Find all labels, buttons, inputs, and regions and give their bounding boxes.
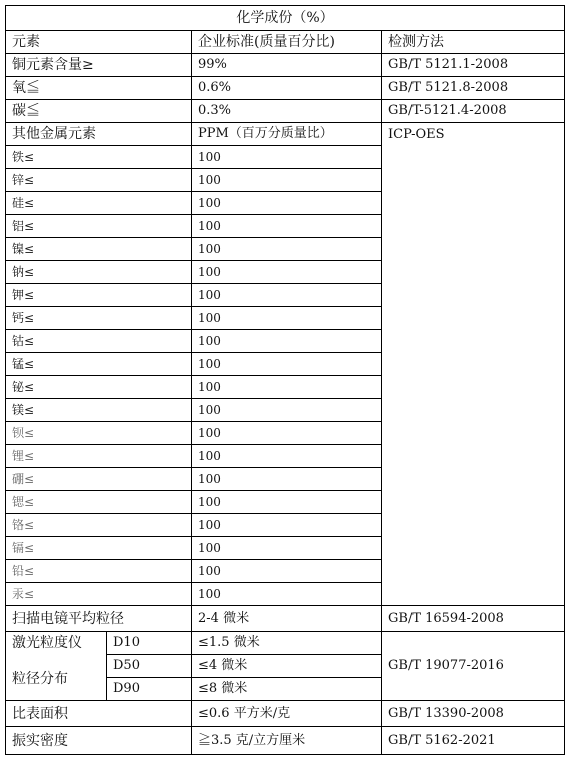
- tap-value: ≧3.5 克/立方厘米: [192, 727, 382, 755]
- laser-label-line1: 激光粒度仪: [12, 635, 82, 651]
- laser-d-cell: D10: [107, 632, 192, 655]
- table-header-row: [6, 31, 565, 54]
- metal-value: 100: [192, 537, 382, 560]
- metal-value: 100: [192, 445, 382, 468]
- metal-element: 镍≤: [6, 238, 192, 261]
- laser-label-line2: 粒径分布: [12, 671, 68, 687]
- metal-element: 镁≤: [6, 399, 192, 422]
- metal-element: 铁≤: [6, 146, 192, 169]
- laser-method: GB/T 19077-2016: [382, 632, 565, 701]
- other-metals-method: ICP-OES: [382, 123, 565, 606]
- sem-row: [6, 606, 565, 632]
- header-element: 元素: [6, 31, 192, 54]
- tap-row: [6, 727, 565, 755]
- laser-value-cell: ≤1.5 微米: [192, 632, 382, 655]
- element-cell: 碳≦: [6, 100, 192, 123]
- value-cell: 0.6%: [192, 77, 382, 100]
- laser-value-cell: ≤4 微米: [192, 655, 382, 678]
- metal-value: 100: [192, 583, 382, 606]
- metal-value: 100: [192, 215, 382, 238]
- header-standard: 企业标准(质量百分比): [192, 31, 382, 54]
- metal-element: 铋≤: [6, 376, 192, 399]
- sem-label: 扫描电镜平均粒径: [6, 606, 192, 632]
- metal-value: 100: [192, 491, 382, 514]
- metal-element: 镉≤: [6, 537, 192, 560]
- tap-method: GB/T 5162-2021: [382, 727, 565, 755]
- value-cell: 99%: [192, 54, 382, 77]
- metal-value: 100: [192, 560, 382, 583]
- other-metals-header-row: [6, 123, 565, 146]
- metal-element: 硼≤: [6, 468, 192, 491]
- metal-element: 汞≤: [6, 583, 192, 606]
- bet-value: ≤0.6 平方米/克: [192, 701, 382, 727]
- metal-element: 锂≤: [6, 445, 192, 468]
- metal-value: 100: [192, 192, 382, 215]
- metal-element: 钠≤: [6, 261, 192, 284]
- metal-element: 锶≤: [6, 491, 192, 514]
- element-cell: 氧≦: [6, 77, 192, 100]
- table-row: [6, 100, 565, 123]
- bet-row: [6, 701, 565, 727]
- metal-value: 100: [192, 399, 382, 422]
- metal-value: 100: [192, 146, 382, 169]
- metal-value: 100: [192, 376, 382, 399]
- metal-value: 100: [192, 514, 382, 537]
- bet-label: 比表面积: [6, 701, 192, 727]
- table-title-row: [6, 6, 565, 31]
- laser-d-cell: D90: [107, 678, 192, 701]
- metal-element: 钙≤: [6, 307, 192, 330]
- metal-value: 100: [192, 468, 382, 491]
- metal-element: 钡≤: [6, 422, 192, 445]
- laser-value-cell: ≤8 微米: [192, 678, 382, 701]
- laser-row: [6, 632, 565, 655]
- chemical-composition-table: [5, 5, 565, 755]
- table-row: [6, 54, 565, 77]
- table-title: 化学成份（%）: [6, 6, 565, 31]
- metal-element: 锌≤: [6, 169, 192, 192]
- metal-value: 100: [192, 238, 382, 261]
- tap-label: 振实密度: [6, 727, 192, 755]
- metal-value: 100: [192, 422, 382, 445]
- bet-method: GB/T 13390-2008: [382, 701, 565, 727]
- sem-method: GB/T 16594-2008: [382, 606, 565, 632]
- metal-value: 100: [192, 261, 382, 284]
- metal-value: 100: [192, 330, 382, 353]
- header-method: 检测方法: [382, 31, 565, 54]
- metal-value: 100: [192, 284, 382, 307]
- method-cell: GB/T 5121.1-2008: [382, 54, 565, 77]
- sem-value: 2-4 微米: [192, 606, 382, 632]
- metal-element: 铝≤: [6, 215, 192, 238]
- element-cell: 铜元素含量≥: [6, 54, 192, 77]
- table-row: [6, 77, 565, 100]
- metal-element: 钴≤: [6, 330, 192, 353]
- spec-table-wrapper: [5, 5, 565, 755]
- metal-element: 铬≤: [6, 514, 192, 537]
- metal-value: 100: [192, 307, 382, 330]
- laser-label: [6, 632, 107, 701]
- metal-value: 100: [192, 353, 382, 376]
- method-cell: GB/T 5121.8-2008: [382, 77, 565, 100]
- laser-d-cell: D50: [107, 655, 192, 678]
- value-cell: 0.3%: [192, 100, 382, 123]
- metal-element: 钾≤: [6, 284, 192, 307]
- metal-element: 锰≤: [6, 353, 192, 376]
- method-cell: GB/T-5121.4-2008: [382, 100, 565, 123]
- other-metals-unit: PPM（百万分质量比）: [192, 123, 382, 146]
- metal-value: 100: [192, 169, 382, 192]
- metal-element: 铅≤: [6, 560, 192, 583]
- metal-element: 硅≤: [6, 192, 192, 215]
- other-metals-label: 其他金属元素: [6, 123, 192, 146]
